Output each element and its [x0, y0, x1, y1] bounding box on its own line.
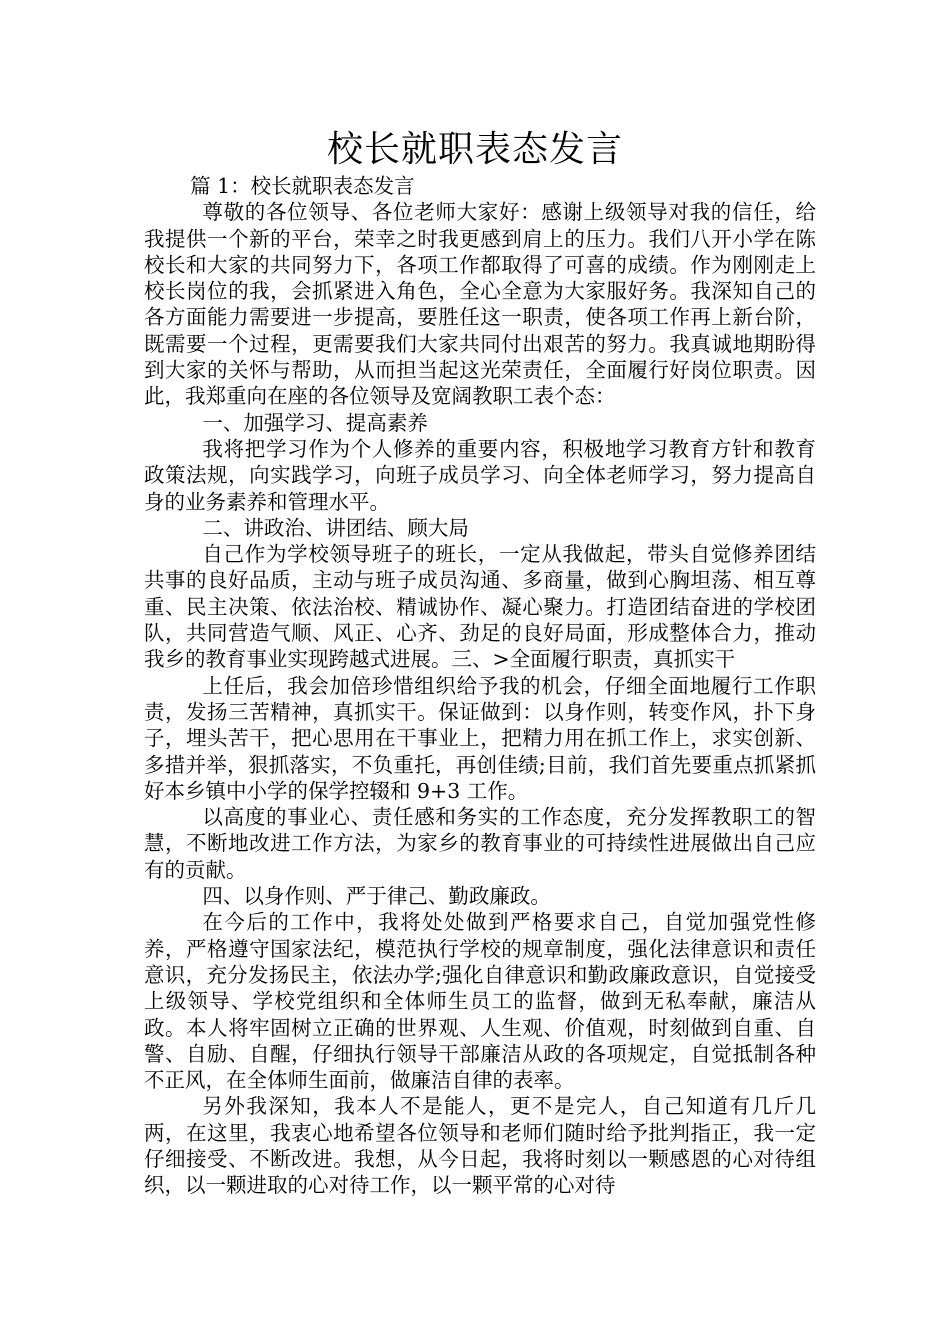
document-title: 校长就职表态发言 [326, 129, 623, 170]
paragraph-duties: 上任后，我会加倍珍惜组织给予我的机会，仔细全面地履行工作职责，发扬三苦精神，真抓实干。保证做到：以身作则，转变作风，扑下身子，埋头苦干，把心思用在干事业上，把精力用在抓工作上，求实创新、多措并举，狠抓落实，不负重托，再创佳绩;目前，我们首先要重点抓紧抓好本乡镇中小学的保学控辍和 9+3 工作。 [144, 673, 816, 803]
paragraph-unity: 自己作为学校领导班子的班长，一定从我做起，带头自觉修养团结共事的良好品质，主动与班子成员沟通、多商量，做到心胸坦荡、相互尊重、民主决策、依法治校、精诚协作、凝心聚力。打造团结奋进的学校团队，共同营造气顺、风正、心齐、劲足的良好局面，形成整体合力，推动我乡的教育事业实现跨越式进展。三、>全面履行职责，真抓实干 [144, 542, 816, 672]
paragraph-attitude: 以高度的事业心、责任感和务实的工作态度，充分发挥教职工的智慧，不断地改进工作方法，为家乡的教育事业的可持续性进展做出自己应有的贡献。 [144, 805, 816, 882]
heading-one: 一、加强学习、提高素养 [202, 410, 428, 435]
document-body [144, 173, 816, 1199]
heading-four: 四、以身作则、严于律己、勤政廉政。 [202, 884, 551, 909]
paragraph-greeting: 尊敬的各位领导、各位老师大家好：感谢上级领导对我的信任，给我提供一个新的平台，荣幸之时我更感到肩上的压力。我们八开小学在陈校长和大家的共同努力下，各项工作都取得了可喜的成绩。作为刚刚走上校长岗位的我，会抓紧进入角色，全心全意为大家服好务。我深知自己的各方面能力需要进一步提高，要胜任这一职责，使各项工作再上新台阶，既需要一个过程，更需要我们大家共同付出艰苦的努力。我真诚地期盼得到大家的关怀与帮助，从而担当起这光荣责任，全面履行好岗位职责。因此，我郑重向在座的各位领导及宽阔教职工表个态： [144, 200, 816, 409]
paragraph-study: 我将把学习作为个人修养的重要内容，积极地学习教育方针和教育政策法规，向实践学习，向班子成员学习、向全体老师学习，努力提高自身的业务素养和管理水平。 [144, 436, 816, 514]
paragraph-discipline: 在今后的工作中，我将处处做到严格要求自己，自觉加强党性修养，严格遵守国家法纪，模范执行学校的规章制度，强化法律意识和责任意识，充分发扬民主，依法办学;强化自律意识和勤政廉政意识，自觉接受上级领导、学校党组织和全体师生员工的监督，做到无私奉献，廉洁从政。本人将牢固树立正确的世界观、人生观、价值观，时刻做到自重、自警、自励、自醒，仔细执行领导干部廉洁从政的各项规定，自觉抵制各种不正风，在全体师生面前，做廉洁自律的表率。 [144, 910, 816, 1093]
paragraph-closing: 另外我深知，我本人不是能人，更不是完人，自己知道有几斤几两，在这里，我衷心地希望各位领导和老师们随时给予批判指正，我一定仔细接受、不断改进。我想，从今日起，我将时刻以一颗感恩的心对待组织，以一颗进取的心对待工作，以一颗平常的心对待 [144, 1094, 816, 1198]
section-subtitle: 篇 1：校长就职表态发言 [190, 174, 415, 198]
heading-two: 二、讲政治、讲团结、顾大局 [202, 515, 469, 540]
